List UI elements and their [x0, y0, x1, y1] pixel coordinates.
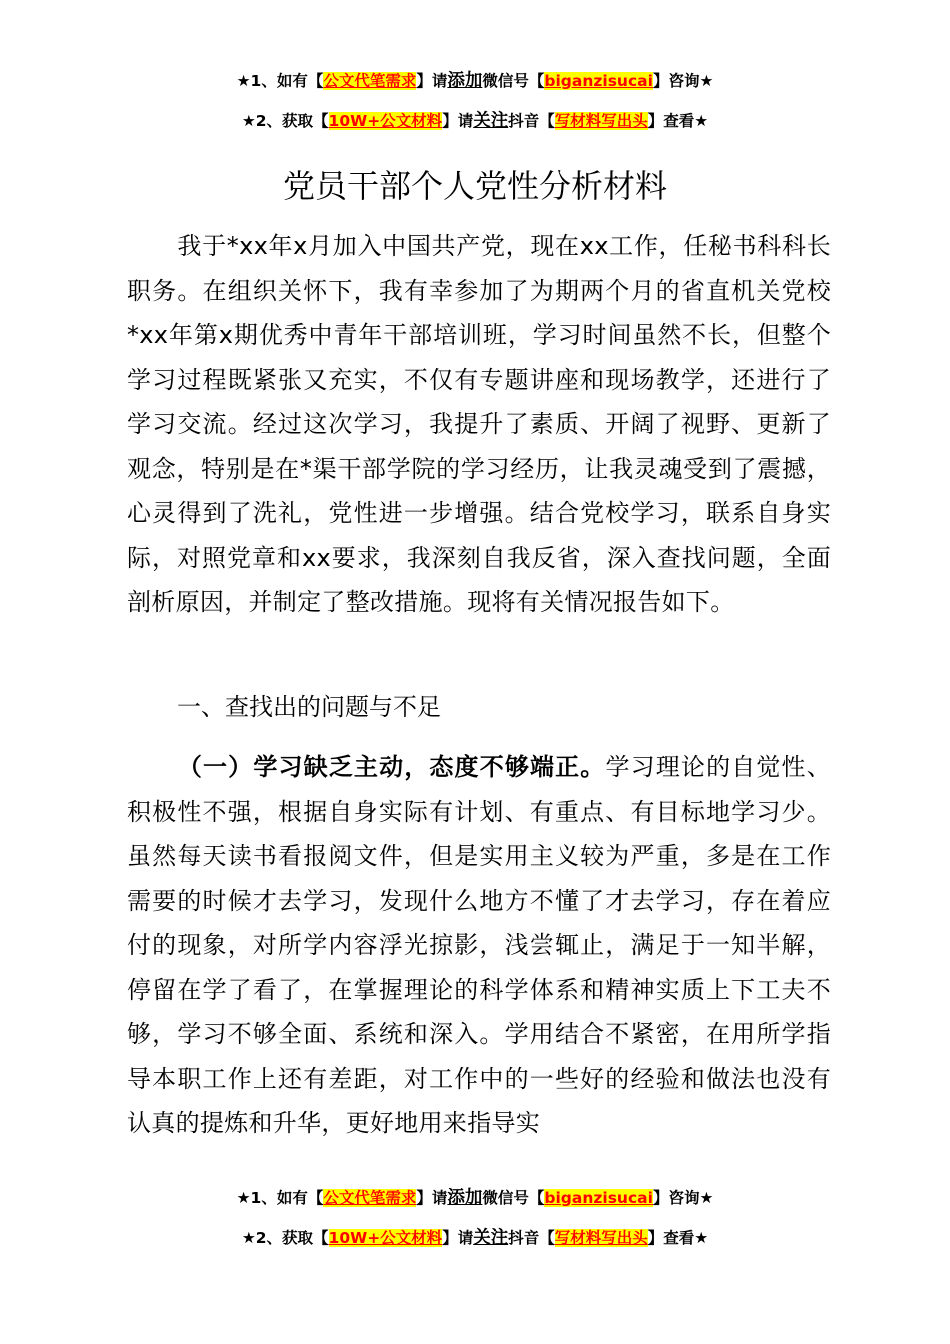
footer-ad-2-emph: 关注	[473, 1228, 509, 1248]
header-ad-1-suffix: 】咨询★	[652, 72, 714, 90]
header-ad-2-prefix: ★2、获取【	[241, 112, 329, 130]
footer-ad-2-highlight-douyin: 写材料写出头	[554, 1229, 648, 1247]
header-ad-2-mid2: 抖音【	[508, 112, 555, 130]
header-ad-2-emph: 关注	[473, 111, 509, 131]
footer-ad-1-mid1: 】请	[416, 1189, 448, 1207]
footer-ad-1-prefix: ★1、如有【	[236, 1189, 324, 1207]
subsection-1-text: 学习理论的自觉性、积极性不强，根据自身实际有计划、有重点、有目标地学习少。虽然每天读书看报阅文件，但是实用主义较为严重，多是在工作需要的时候才去学习，发现什么地方不懂了才去学习，存在着应付的现象，对所学内容浮光掠影，浅尝辄止，满足于一知半解，停留在学了看了，在掌握理论的科学体系和精神实质上下工夫不够，学习不够全面、系统和深入。学用结合不紧密，在用所学指导本职工作上还有差距，对工作中的一些好的经验和做法也没有认真的提炼和升华，更好地用来指导实	[127, 753, 831, 1137]
footer-ad-1-highlight-service: 公文代笔需求	[323, 1189, 417, 1207]
footer-ad-line-2	[0, 1227, 950, 1249]
footer-ad-2-prefix: ★2、获取【	[241, 1229, 329, 1247]
header-ad-line-1	[0, 70, 950, 92]
footer-ad-2-mid1: 】请	[442, 1229, 474, 1247]
subsection-1-paragraph	[127, 745, 831, 1146]
intro-paragraph-text: 我于*xx年x月加入中国共产党，现在xx工作，任秘书科科长职务。在组织关怀下，我有幸参加了为期两个月的省直机关党校*xx年第x期优秀中青年干部培训班，学习时间虽然不长，但整个学习过程既紧张又充实，不仅有专题讲座和现场教学，还进行了学习交流。经过这次学习，我提升了素质、开阔了视野、更新了观念，特别是在*渠干部学院的学习经历，让我灵魂受到了震撼，心灵得到了洗礼，党性进一步增强。结合党校学习，联系自身实际，对照党章和xx要求，我深刻自我反省，深入查找问题，全面剖析原因，并制定了整改措施。现将有关情况报告如下。	[127, 232, 831, 616]
section-heading-1: 一、查找出的问题与不足	[177, 693, 441, 721]
document-title: 党员干部个人党性分析材料	[282, 167, 667, 205]
header-ad-1-mid2: 微信号【	[482, 72, 545, 90]
subsection-1-lead: （一）学习缺乏主动，态度不够端正。	[177, 753, 606, 781]
footer-ad-2-mid2: 抖音【	[508, 1229, 555, 1247]
footer-ad-1-emph: 添加	[447, 1188, 483, 1208]
header-ad-2-suffix: 】查看★	[647, 112, 709, 130]
header-ad-2-highlight-materials: 10W+公文材料	[328, 112, 443, 130]
footer-ad-2-highlight-materials: 10W+公文材料	[328, 1229, 443, 1247]
header-ad-1-emph: 添加	[447, 71, 483, 91]
footer-ad-1-highlight-wechat: biganzisucai	[544, 1189, 653, 1207]
header-ad-2-highlight-douyin: 写材料写出头	[554, 112, 648, 130]
header-ad-1-prefix: ★1、如有【	[236, 72, 324, 90]
intro-paragraph	[127, 224, 831, 625]
header-ad-2-mid1: 】请	[442, 112, 474, 130]
footer-ad-1-mid2: 微信号【	[482, 1189, 545, 1207]
header-ad-line-2	[0, 110, 950, 132]
footer-ad-1-suffix: 】咨询★	[652, 1189, 714, 1207]
header-ad-1-highlight-wechat: biganzisucai	[544, 72, 653, 90]
header-ad-1-mid1: 】请	[416, 72, 448, 90]
footer-ad-2-suffix: 】查看★	[647, 1229, 709, 1247]
footer-ad-line-1	[0, 1187, 950, 1209]
header-ad-1-highlight-service: 公文代笔需求	[323, 72, 417, 90]
